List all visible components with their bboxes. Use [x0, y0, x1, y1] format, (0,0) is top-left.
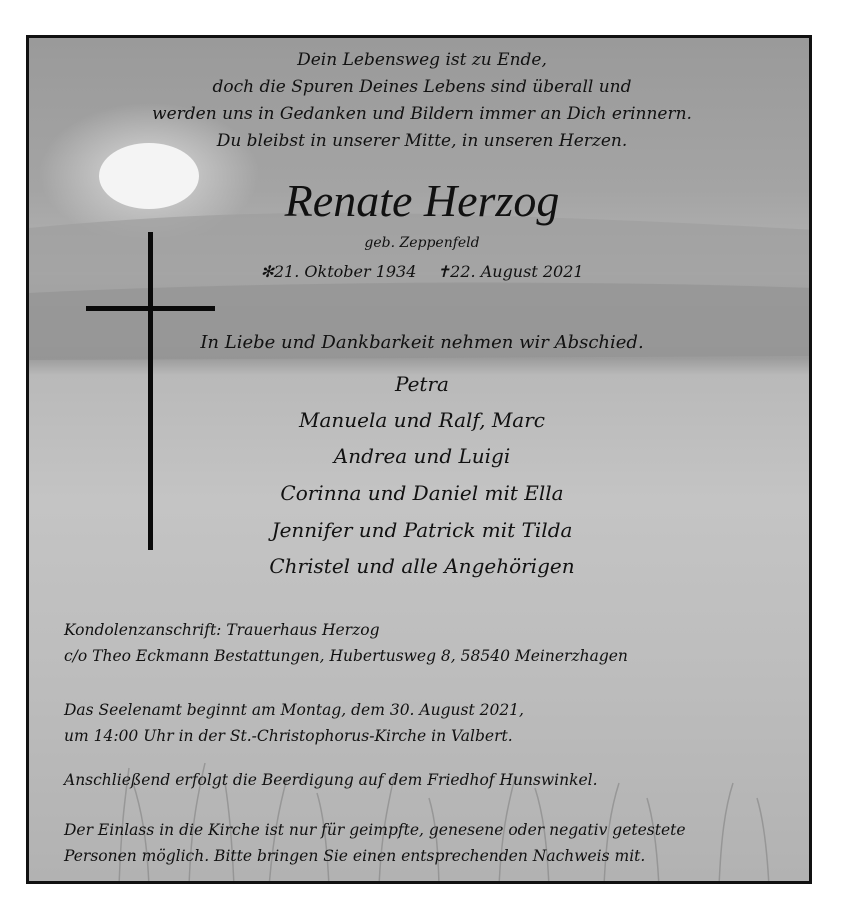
- birth-date: ✻21. Oktober 1934: [260, 262, 417, 281]
- service-line: um 14:00 Uhr in der St.-Christophorus-Kirche in Valbert.: [64, 727, 513, 745]
- family-member: Corinna und Daniel mit Ella: [280, 481, 564, 505]
- burial-line: Anschließend erfolgt die Beerdigung auf dem Friedhof Hunswinkel.: [64, 771, 598, 789]
- poem-line: doch die Spuren Deines Lebens sind überall und: [212, 77, 632, 97]
- condolence-line: Kondolenzanschrift: Trauerhaus Herzog: [64, 621, 380, 639]
- family-member: Jennifer und Patrick mit Tilda: [271, 518, 573, 542]
- life-dates: [29, 262, 812, 281]
- cross-icon-horizontal: [86, 306, 215, 311]
- notice-line: Personen möglich. Bitte bringen Sie einen entsprechenden Nachweis mit.: [64, 847, 646, 865]
- poem-line: Dein Lebensweg ist zu Ende,: [297, 50, 547, 70]
- maiden-name: geb. Zeppenfeld: [364, 235, 480, 251]
- poem-line: werden uns in Gedanken und Bildern immer an Dich erinnern.: [152, 104, 692, 124]
- family-member: Andrea und Luigi: [333, 444, 511, 468]
- service-line: Das Seelenamt beginnt am Montag, dem 30. August 2021,: [64, 701, 524, 719]
- family-member: Christel und alle Angehörigen: [269, 554, 575, 578]
- death-date: ✝22. August 2021: [436, 262, 584, 281]
- deceased-name: Renate Herzog: [284, 175, 560, 226]
- family-member: Manuela und Ralf, Marc: [298, 408, 545, 432]
- poem-line: Du bleibst in unserer Mitte, in unseren Herzen.: [216, 131, 628, 151]
- condolence-line: c/o Theo Eckmann Bestattungen, Hubertusweg 8, 58540 Meinerzhagen: [64, 647, 628, 665]
- family-member: Petra: [395, 372, 449, 396]
- farewell-text: In Liebe und Dankbarkeit nehmen wir Abschied.: [200, 332, 644, 353]
- obituary-card: [26, 35, 812, 884]
- notice-line: Der Einlass in die Kirche ist nur für geimpfte, genesene oder negativ getestete: [64, 821, 686, 839]
